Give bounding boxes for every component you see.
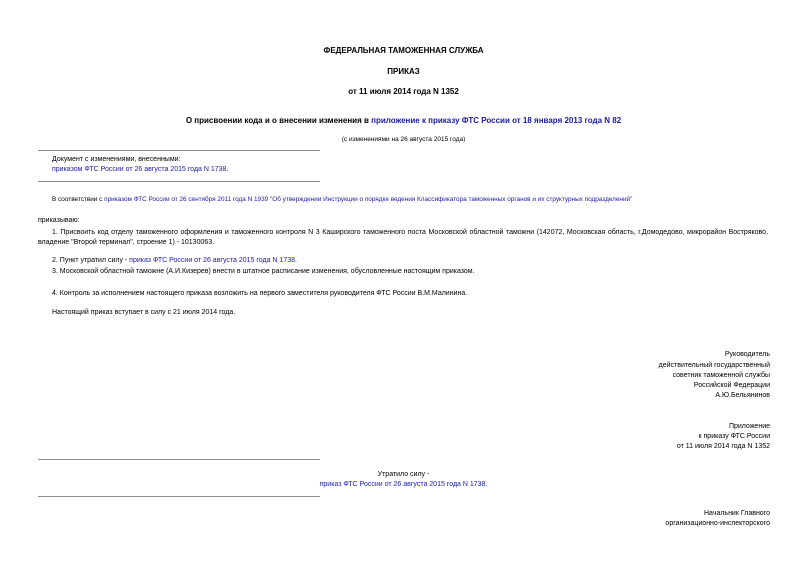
revision-note: (с изменениями на 26 августа 2015 года): [341, 136, 466, 143]
title-prefix: О присвоении кода и о внесении изменения в: [185, 116, 372, 125]
doc-date-number: от 11 июля 2014 года N 1352: [348, 87, 459, 96]
top-rule-2: [38, 181, 320, 182]
item-4: 4. Контроль за исполнением настоящего приказа возложить на первого заместителя руководителя ФТС России В.М.Малинина.: [52, 290, 468, 297]
appendix-line-1: Приложение: [728, 423, 770, 430]
amendments-label: Документ с изменениями, внесенными:: [52, 156, 181, 163]
signature-line-5: А.Ю.Бельянинов: [715, 392, 770, 399]
item-1: 1. Присвоить код отделу таможенного оформления и таможенного контроля N 3 Каширского таможенного поста Московской областной таможни (142072, Московская область, г.Домодедово, микрорайон Востряково, владение "Второй терминал", строение 1) - 10130063.: [38, 229, 768, 247]
preamble-link[interactable]: приказом ФТС России от 26 сентября 2011 года N 1939 "Об утверждении Инструкции о порядке ведения Классификатора таможенных органов и их структурных подразделений": [104, 196, 633, 203]
agency-title: ФЕДЕРАЛЬНАЯ ТАМОЖЕННАЯ СЛУЖБА: [323, 46, 484, 55]
item-2-link[interactable]: приказ ФТС России от 26 августа 2015 года N 1738.: [129, 257, 297, 264]
signature-line-1: Руководитель: [724, 351, 770, 358]
appendix-line-3: от 11 июля 2014 года N 1352: [676, 443, 770, 450]
chief-line-2: организационно-инспекторского: [665, 520, 770, 527]
signature-line-4: Российской Федерации: [693, 382, 770, 389]
signature-line-2: действительный государственный: [658, 362, 770, 369]
title-appendix-link[interactable]: приложение к приказу ФТС России от 18 января 2013 года N 82: [371, 116, 622, 125]
bottom-rule-1: [38, 459, 320, 460]
bottom-rule-2: [38, 496, 320, 497]
item-2: [52, 257, 297, 266]
order-word: приказываю:: [38, 217, 80, 224]
preamble: [52, 196, 772, 204]
chief-line-1: Начальник Главного: [704, 510, 770, 517]
repealed-label: Утратило силу -: [377, 471, 430, 478]
doc-type: ПРИКАЗ: [387, 67, 420, 76]
item-2-prefix: 2. Пункт утратил силу -: [52, 257, 130, 264]
document-title: [0, 116, 807, 126]
signature-line-3: советник таможенной службы: [672, 372, 770, 379]
amendments-link[interactable]: приказом ФТС России от 26 августа 2015 года N 1738.: [52, 166, 229, 173]
preamble-prefix: В соответствии с: [52, 196, 105, 203]
effective-date: Настоящий приказ вступает в силу с 21 июля 2014 года.: [52, 309, 236, 316]
repealed-link[interactable]: приказ ФТС России от 26 августа 2015 года N 1738.: [319, 481, 488, 488]
appendix-line-2: к приказу ФТС России: [698, 433, 770, 440]
top-rule-1: [38, 150, 320, 151]
item-3: 3. Московской областной таможне (А.И.Кизерев) внести в штатное расписание изменения, обусловленные настоящим приказом.: [52, 268, 475, 275]
